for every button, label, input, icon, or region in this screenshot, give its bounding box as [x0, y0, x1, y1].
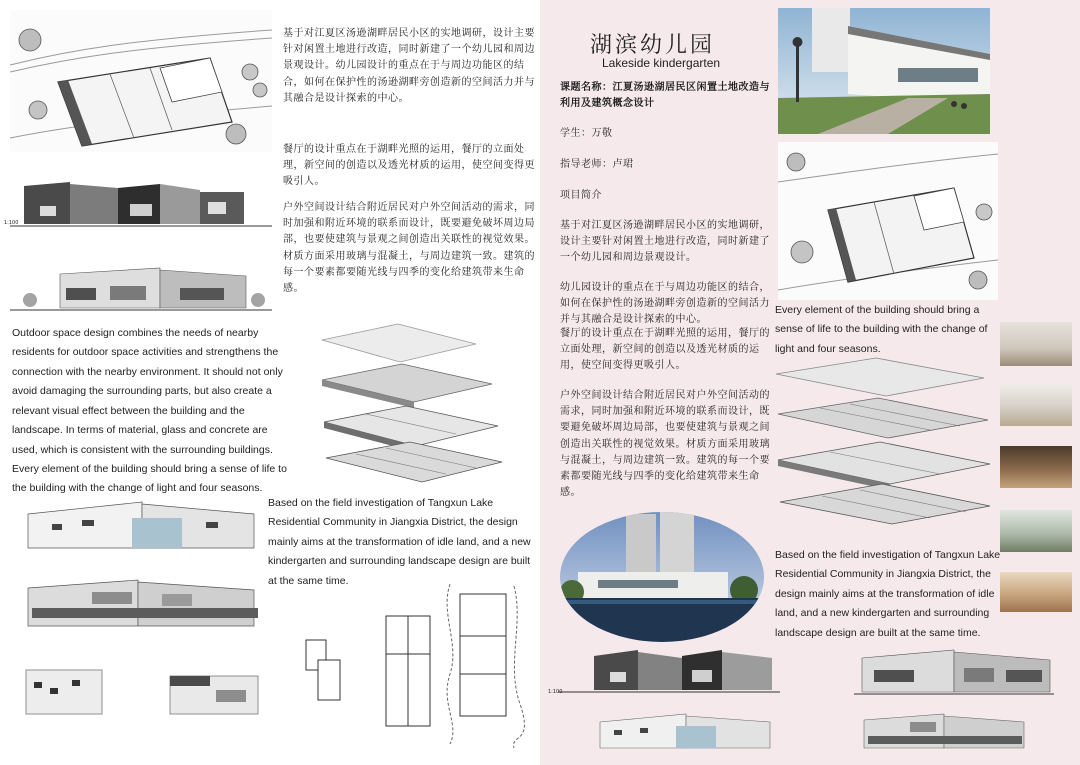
elevation-drawing-right-2	[596, 712, 774, 752]
student-name: 学生：万敬	[560, 128, 613, 139]
scale-label-right: 1:100	[548, 689, 563, 695]
section-drawing-right	[558, 646, 780, 700]
right-cn-paragraph-3: 餐厅的设计重点在于湖畔光照的运用，餐厅的立面处理，新空间的创造以及透光材质的运用，使空间变得更吸引人。	[560, 328, 770, 372]
site-plan-left	[10, 10, 272, 152]
scale-label-left: 1:100	[4, 220, 19, 226]
elevation-drawing-4	[22, 666, 106, 718]
site-plan-right	[778, 142, 998, 300]
elevation-drawing-3	[22, 578, 258, 630]
left-en-paragraph-1: Outdoor space design combines the needs of nearby residents for outdoor space activities and strengthens the connection with the nearby environment. It should not only avoid damaging the surrounding parts, but also create a relevant visual effect between the building and the landscape. In terms of material, glass and concrete are used, which is consistent with the surrounding buildings. Every element of the building should bring a sense of life to the building with the change of light and four seasons.	[12, 327, 287, 495]
left-en-paragraph-2: Based on the field investigation of Tangxun Lake Residential Community in Jiangxia District, the design mainly aims at the transformation of idle land, and a new kindergarten and surrounding landscape design are built at the same time.	[268, 497, 531, 587]
elevation-drawing-right-1	[854, 646, 1054, 700]
section-drawing-1	[10, 178, 272, 234]
elevation-drawing-5	[166, 666, 262, 718]
elevation-drawing-1	[10, 266, 272, 316]
elevation-drawing-2	[22, 500, 258, 552]
left-cn-paragraph-3: 户外空间设计结合附近居民对户外空间活动的需求，同时加强和附近环境的联系而设计，既要避免破坏周边局部，也要使建筑与景观之间创造出关联性的视觉效果。材质方面采用玻璃与混凝土，与周边建筑一致。建筑的每一个要素都要随光线与四季的变化给建筑带来生命感。	[283, 202, 535, 294]
right-cn-paragraph-2: 幼儿园设计的重点在于与周边功能区的结合，如何在保护性的汤逊湖畔旁创造新的空间活力并与其融合是设计探索的中心。	[560, 282, 770, 326]
interior-photo-4	[1000, 510, 1072, 552]
exterior-render-photo	[778, 8, 990, 134]
left-cn-paragraph-2: 餐厅的设计重点在于湖畔光照的运用，餐厅的立面处理，新空间的创造以及透光材质的运用，使空间变得更吸引人。	[283, 144, 535, 188]
right-en-paragraph-2: Based on the field investigation of Tangxun Lake Residential Community in Jiangxia District, the design mainly aims at the transformation of idle land, and a new kindergarten and surrounding landscape design are built at the same time.	[775, 549, 1001, 639]
lakeside-render-photo	[558, 510, 766, 644]
left-cn-paragraph-1: 基于对江夏区汤逊湖畔居民小区的实地调研，设计主要针对闲置土地进行改造，同时新建了一个幼儿园和周边景观设计。幼儿园设计的重点在于与周边功能区的结合，如何在保护性的汤逊湖畔旁创造新的空间活力并与其融合是设计探索的中心。	[283, 28, 535, 104]
intro-heading: 项目简介	[560, 190, 602, 201]
poster-title-en: Lakeside kindergarten	[602, 56, 721, 70]
interior-photo-1	[1000, 322, 1072, 366]
exploded-axonometric-right	[770, 352, 996, 528]
interior-photo-5	[1000, 572, 1072, 612]
interior-photo-3	[1000, 446, 1072, 488]
poster-title-cn: 湖滨幼儿园	[590, 33, 716, 58]
elevation-drawing-right-3	[860, 712, 1028, 752]
right-cn-paragraph-4: 户外空间设计结合附近居民对户外空间活动的需求，同时加强和附近环境的联系而设计，既要避免破坏周边局部，也要使建筑与景观之间创造出关联性的视觉效果。材质方面采用玻璃与混凝土，与周边建筑一致。建筑的每一个要素都要随光线与四季的变化给建筑带来生命感。	[560, 390, 770, 499]
right-cn-paragraph-1: 基于对江夏区汤逊湖畔居民小区的实地调研，设计主要针对闲置土地进行改造，同时新建了一个幼儿园和周边景观设计。	[560, 220, 770, 264]
right-en-paragraph-1: Every element of the building should bring a sense of life to the building with the change of light and four seasons.	[775, 304, 988, 355]
project-title: 课题名称：江夏汤逊湖居民区闲置土地改造与利用及建筑概念设计	[560, 82, 770, 110]
advisor-name: 指导老师：卢珺	[560, 159, 634, 170]
floor-plans-left	[300, 574, 528, 754]
interior-photo-2	[1000, 384, 1072, 426]
exploded-axonometric-left	[306, 322, 516, 484]
